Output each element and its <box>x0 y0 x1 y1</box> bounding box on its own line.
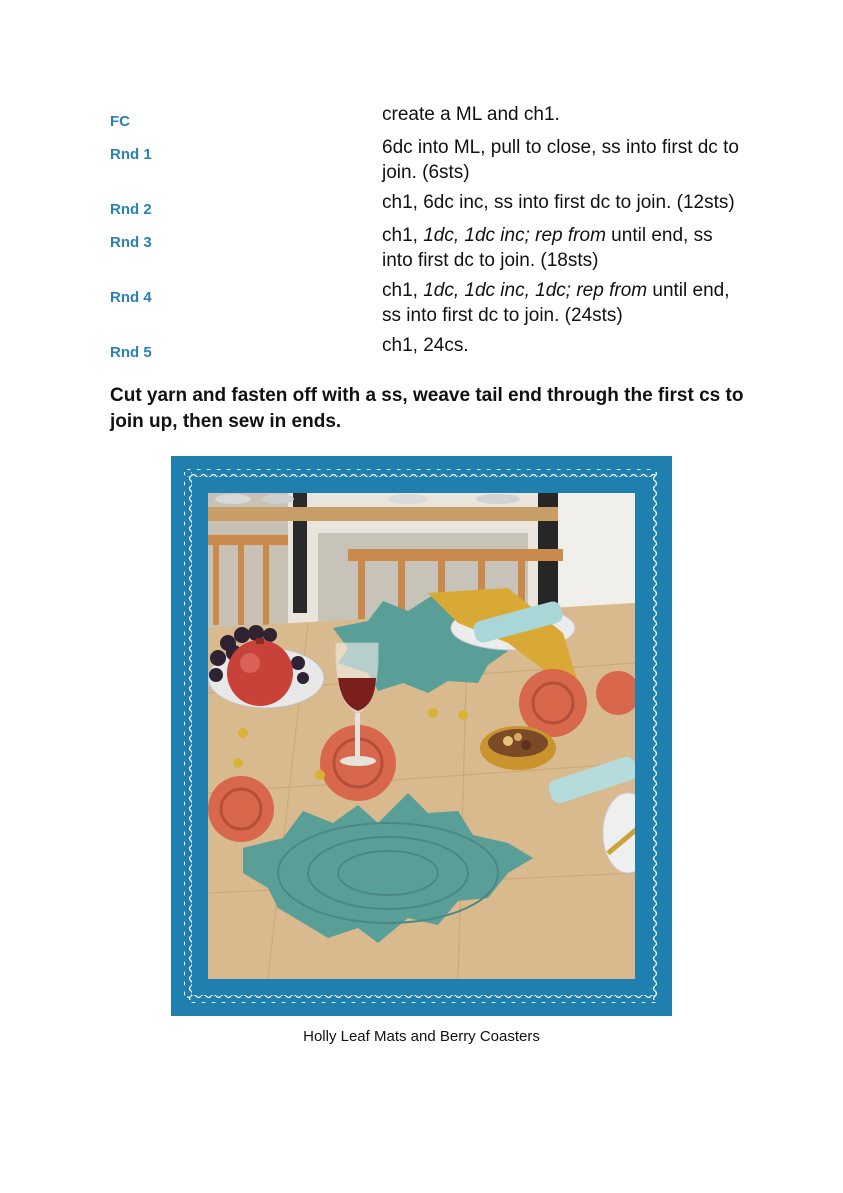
row-label: Rnd 3 <box>110 234 152 251</box>
image-caption: Holly Leaf Mats and Berry Coasters <box>303 1028 540 1045</box>
instruction-rows <box>110 102 750 366</box>
photo-illustration <box>208 493 635 979</box>
row-text-end: until end, ss into first dc to join. (24sts) <box>382 280 730 326</box>
row-text: ch1, 24cs. <box>382 335 469 356</box>
instruction-row <box>110 223 750 273</box>
instruction-row <box>110 190 750 218</box>
row-label: Rnd 4 <box>110 289 152 306</box>
table-photo <box>208 493 635 979</box>
row-label: FC <box>110 113 130 130</box>
closing-instruction: Cut yarn and fasten off with a ss, weave tail end through the first cs to join up, then sew in ends. <box>110 385 744 432</box>
row-label: Rnd 1 <box>110 146 152 163</box>
row-text: create a ML and ch1. <box>382 104 560 125</box>
row-text: ch1, 6dc inc, ss into first dc to join. (12sts) <box>382 192 735 213</box>
instruction-row <box>110 278 750 328</box>
instruction-row <box>110 135 750 185</box>
row-text <box>382 223 742 273</box>
row-text-repeat: 1dc, 1dc inc; rep from <box>423 225 606 246</box>
photo-frame <box>171 456 672 1016</box>
row-text: 6dc into ML, pull to close, ss into first dc to join. (6sts) <box>382 137 739 183</box>
row-text-start: ch1, <box>382 280 424 301</box>
instruction-row <box>110 102 750 130</box>
row-text-repeat: 1dc, 1dc inc, 1dc; rep from <box>423 280 648 301</box>
row-text <box>382 278 742 328</box>
instruction-row <box>110 333 750 361</box>
row-label: Rnd 2 <box>110 201 152 218</box>
row-text-start: ch1, <box>382 225 424 246</box>
row-text-end: until end, ss into first dc to join. (18sts) <box>382 225 713 271</box>
row-label: Rnd 5 <box>110 344 152 361</box>
